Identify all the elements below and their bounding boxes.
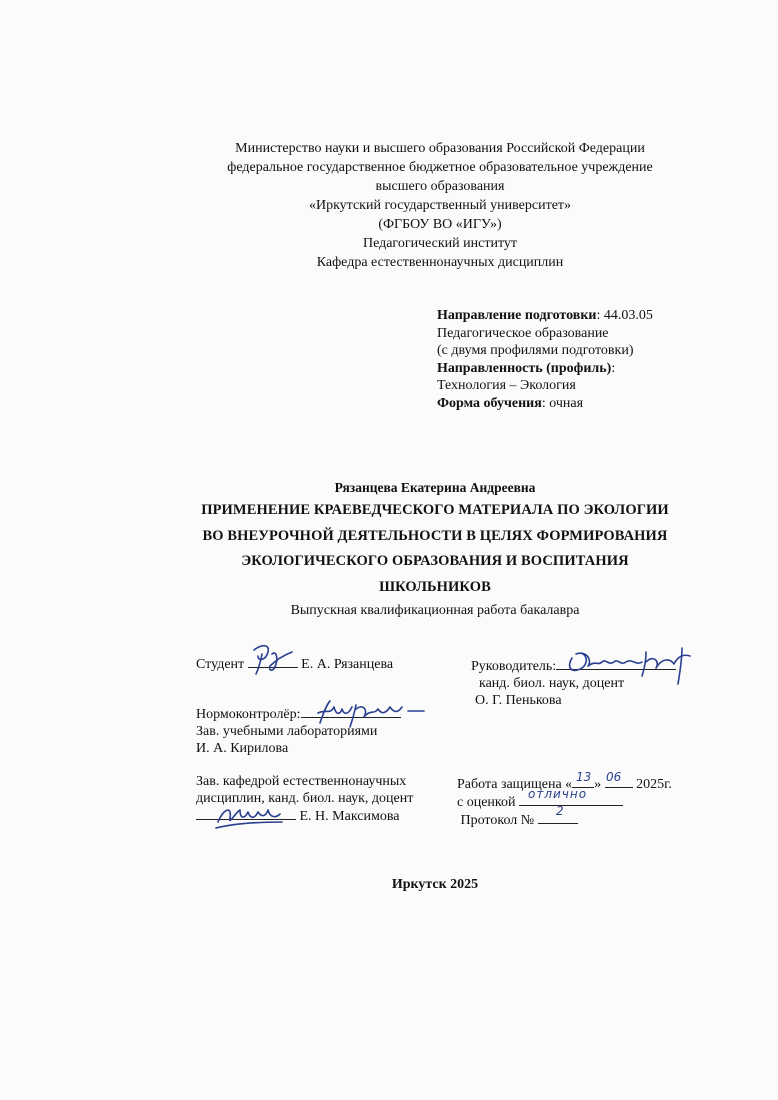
title-line: ПРИМЕНЕНИЕ КРАЕВЕДЧЕСКОГО МАТЕРИАЛА ПО ЭКОЛОГИИ — [201, 502, 669, 518]
profile-value: : — [611, 360, 616, 376]
study-form-value: : очная — [541, 395, 584, 411]
defense-mid: » — [594, 777, 602, 792]
header-line: Министерство науки и высшего образования Российской Федерации — [235, 141, 645, 156]
header-line: Педагогический институт — [362, 236, 518, 251]
supervisor-signature — [562, 644, 712, 686]
profile-line — [437, 360, 653, 378]
defense-block — [457, 775, 672, 829]
supervisor-degree: канд. биол. наук, доцент — [479, 676, 625, 691]
profile-text: Технология – Экология — [437, 378, 576, 394]
protocol-label: Протокол № — [460, 813, 535, 828]
profile-label: Направленность (профиль) — [437, 360, 612, 376]
study-direction-block — [437, 307, 653, 413]
normcontrol-label: Нормоконтролёр: — [196, 707, 301, 722]
handwritten-grade: отлично — [528, 787, 588, 801]
header-line: высшего образования — [375, 179, 505, 194]
city-year: Иркутск 2025 — [391, 877, 479, 892]
department-head-line: Зав. кафедрой естественнонаучных — [196, 774, 407, 789]
author-name: Рязанцева Екатерина Андреевна — [334, 480, 536, 495]
normcontrol-name: И. А. Кирилова — [196, 741, 289, 756]
student-label: Студент — [196, 657, 245, 672]
header-line: Кафедра естественнонаучных дисциплин — [316, 255, 564, 270]
direction-label: Направление подготовки — [437, 308, 597, 323]
title-line: ВО ВНЕУРОЧНОЙ ДЕЯТЕЛЬНОСТИ В ЦЕЛЯХ ФОРМИРОВАНИЯ — [202, 527, 668, 544]
study-form-line — [437, 395, 653, 413]
normcontrol-signature — [312, 693, 432, 735]
direction-line — [437, 307, 653, 325]
department-head-signature — [212, 800, 292, 832]
department-head-name: Е. Н. Максимова — [299, 809, 400, 824]
supervisor-name: О. Г. Пенькова — [475, 693, 562, 708]
header-line: федеральное государственное бюджетное образовательное учреждение — [227, 160, 653, 175]
study-form-label: Форма обучения — [437, 395, 542, 411]
direction-line: (с двумя профилями подготовки) — [437, 343, 634, 359]
defense-year: 2025г. — [636, 777, 672, 792]
handwritten-day: 13 — [576, 770, 592, 784]
header-line: (ФГБОУ ВО «ИГУ») — [378, 217, 502, 232]
handwritten-protocol-number: 2 — [556, 804, 564, 818]
thesis-title — [0, 498, 778, 600]
work-type: Выпускная квалификационная работа бакалавра — [290, 603, 580, 618]
supervisor-label: Руководитель: — [471, 659, 557, 674]
direction-line: Педагогическое образование — [437, 325, 609, 341]
institution-header — [0, 139, 778, 272]
title-line: ЭКОЛОГИЧЕСКОГО ОБРАЗОВАНИЯ И ВОСПИТАНИЯ — [241, 553, 629, 569]
department-head-line: дисциплин, канд. биол. наук, доцент — [196, 791, 414, 806]
title-line: ШКОЛЬНИКОВ — [379, 578, 491, 595]
student-name: Е. А. Рязанцева — [301, 657, 394, 672]
handwritten-month: 06 — [606, 770, 622, 784]
normcontrol-position: Зав. учебными лабораториями — [196, 724, 378, 739]
defense-prefix: Работа защищена « — [457, 777, 573, 792]
protocol-line — [457, 811, 672, 829]
header-line: «Иркутский государственный университет» — [308, 198, 572, 213]
student-signature — [248, 640, 308, 678]
direction-value: : 44.03.05 — [596, 308, 653, 323]
grade-label: с оценкой — [457, 795, 516, 810]
